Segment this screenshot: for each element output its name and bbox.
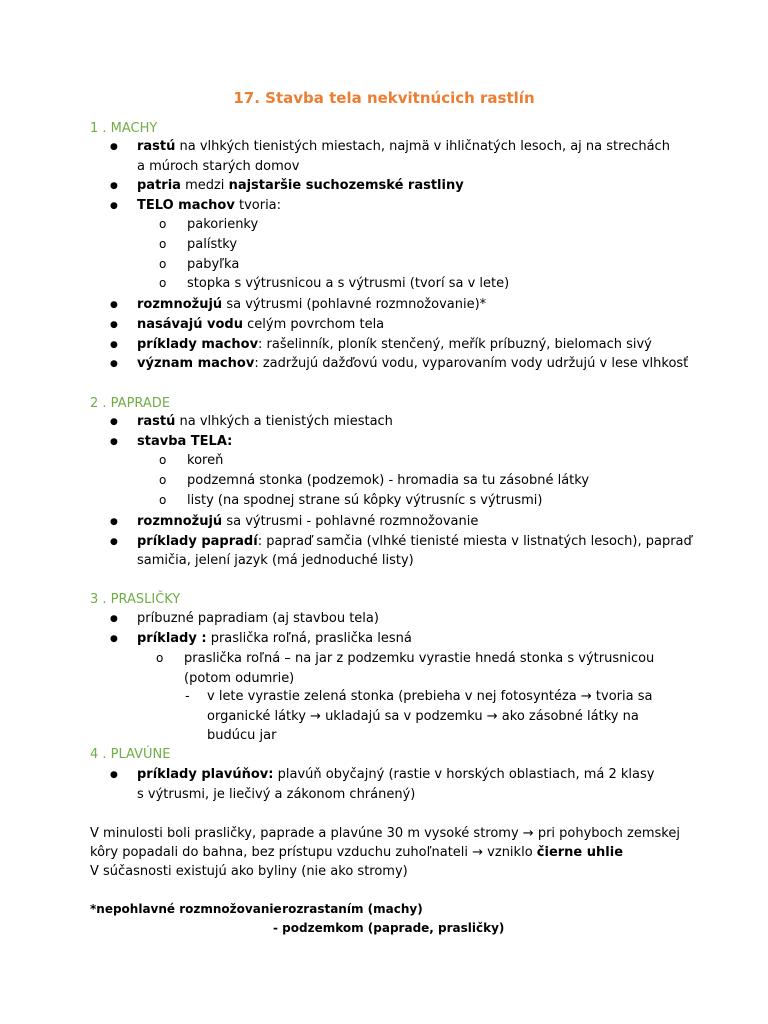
- bullet-item: ● TELO machov tvoria:: [137, 198, 281, 214]
- sub-item: o palístky: [187, 237, 237, 253]
- dash-item: - v lete vyrastie zelená stonka (prebieha v nej fotosyntéza → tvoria sa: [207, 689, 652, 705]
- dash-item-continuation: organické látky → ukladajú sa v podzemku → ako zásobné látky na: [207, 709, 639, 724]
- sub-item: o koreň: [187, 453, 223, 469]
- sub-item-continuation: (potom odumrie): [184, 671, 295, 686]
- section-heading-machy: 1 . MACHY: [90, 121, 158, 136]
- bullet-item: ● príklady machov: rašelinník, ploník stenčený, meřík príbuzný, bielomach sivý: [137, 337, 652, 353]
- bullet-item: ● rastú na vlhkých a tienistých miestach: [137, 414, 393, 430]
- bullet-continuation: a múroch starých domov: [137, 159, 300, 174]
- section-heading-paprade: 2 . PAPRADE: [90, 396, 171, 411]
- bullet-continuation: samičia, jelení jazyk (má jednoduché listy): [137, 553, 414, 568]
- paragraph-line: V súčasnosti existujú ako byliny (nie ako stromy): [90, 864, 408, 879]
- bullet-item: ● patria medzi najstaršie suchozemské rastliny: [137, 178, 464, 194]
- sub-item: o podzemná stonka (podzemok) - hromadia sa tu zásobné látky: [187, 473, 589, 489]
- sub-item: o listy (na spodnej strane sú kôpky výtrusníc s výtrusmi): [187, 493, 542, 509]
- footnote-item: - rozrastaním (machy): [273, 902, 423, 916]
- bullet-item: ● príklady : praslička roľná, praslička lesná: [137, 631, 412, 647]
- bullet-item: ● rozmnožujú sa výtrusmi (pohlavné rozmnožovanie)*: [137, 297, 486, 313]
- dash-item-continuation: budúcu jar: [207, 728, 277, 743]
- footnote-item: - podzemkom (paprade, prasličky): [273, 921, 505, 935]
- bullet-continuation: s výtrusmi, je liečivý a zákonom chránený): [137, 787, 416, 802]
- page-title: 17. Stavba tela nekvitnúcich rastlín: [233, 89, 535, 107]
- bullet-item: ● príbuzné papradiam (aj stavbou tela): [137, 611, 379, 627]
- paragraph-line: kôry popadali do bahna, bez prístupu vzduchu zuhoľnateli → vzniklo čierne uhlie: [90, 845, 624, 860]
- sub-item: o pabyľka: [187, 257, 239, 273]
- bullet-item: ● rozmnožujú sa výtrusmi - pohlavné rozmnožovanie: [137, 514, 478, 530]
- bullet-item: ● nasávajú vodu celým povrchom tela: [137, 317, 384, 333]
- bullet-item: ● stavba TELA:: [137, 434, 232, 450]
- bullet-item: ● význam machov: zadržujú dažďovú vodu, vyparovaním vody udržujú v lese vlhkosť: [137, 356, 688, 372]
- bullet-item: ● príklady papradí: papraď samčia (vlhké tienisté miesta v listnatých lesoch), papraď: [137, 534, 692, 550]
- section-heading-praslicky: 3 . PRASLIČKY: [90, 592, 181, 607]
- sub-item: o praslička roľná – na jar z podzemku vyrastie hnedá stonka s výtrusnicou: [184, 651, 654, 667]
- sub-item: o pakorienky: [187, 217, 258, 233]
- section-heading-plavune: 4 . PLAVÚNE: [90, 747, 171, 762]
- sub-item: o stopka s výtrusnicou a s výtrusmi (tvorí sa v lete): [187, 276, 509, 292]
- footnote-label: *nepohlavné rozmnožovanie: [90, 902, 282, 916]
- paragraph-line: V minulosti boli prasličky, paprade a plavúne 30 m vysoké stromy → pri pohyboch zemskej: [90, 826, 680, 841]
- bullet-item: ● príklady plavúňov: plavúň obyčajný (rastie v horských oblastiach, má 2 klasy: [137, 767, 654, 783]
- bullet-item: ● rastú na vlhkých tienistých miestach, najmä v ihličnatých lesoch, aj na strechách: [137, 139, 670, 155]
